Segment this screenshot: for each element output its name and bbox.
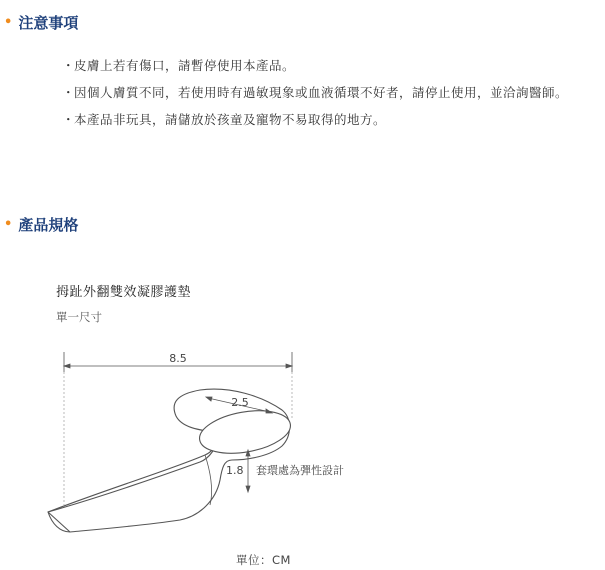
notice-item-bullet: ・ [62,58,76,73]
bullet-dot-icon: • [4,15,13,30]
notice-item [62,110,582,130]
spec-heading [4,214,78,235]
height-label: 1.8 [226,464,244,477]
ring-note: 套環處為彈性設計 [256,464,344,477]
notice-item-text: 因個人膚質不同，若使用時有過敏現象或血液循環不好者，請停止使用，並洽詢醫師。 [74,85,569,100]
gel-pad-shape [48,389,294,532]
notice-item-bullet: ・ [62,112,76,127]
notice-item [62,83,582,103]
notice-title: 注意事項 [18,14,79,32]
height-dimension [246,450,250,492]
notice-item [62,56,582,76]
product-size: 單一尺寸 [56,310,102,324]
bullet-dot-icon: • [4,217,13,232]
notice-item-text: 本產品非玩具，請儲放於孩童及寵物不易取得的地方。 [74,112,387,127]
spec-title: 產品規格 [18,216,79,234]
unit-label: 單位：CM [236,553,291,567]
notice-heading [4,12,78,33]
notice-item-bullet: ・ [62,85,76,100]
ring-width-label: 2.5 [231,396,249,409]
length-label: 8.5 [169,352,187,365]
product-name: 拇趾外翻雙效凝膠護墊 [56,285,192,300]
product-diagram [0,340,605,545]
notice-item-text: 皮膚上若有傷口，請暫停使用本產品。 [74,58,296,73]
notice-list [62,56,582,137]
